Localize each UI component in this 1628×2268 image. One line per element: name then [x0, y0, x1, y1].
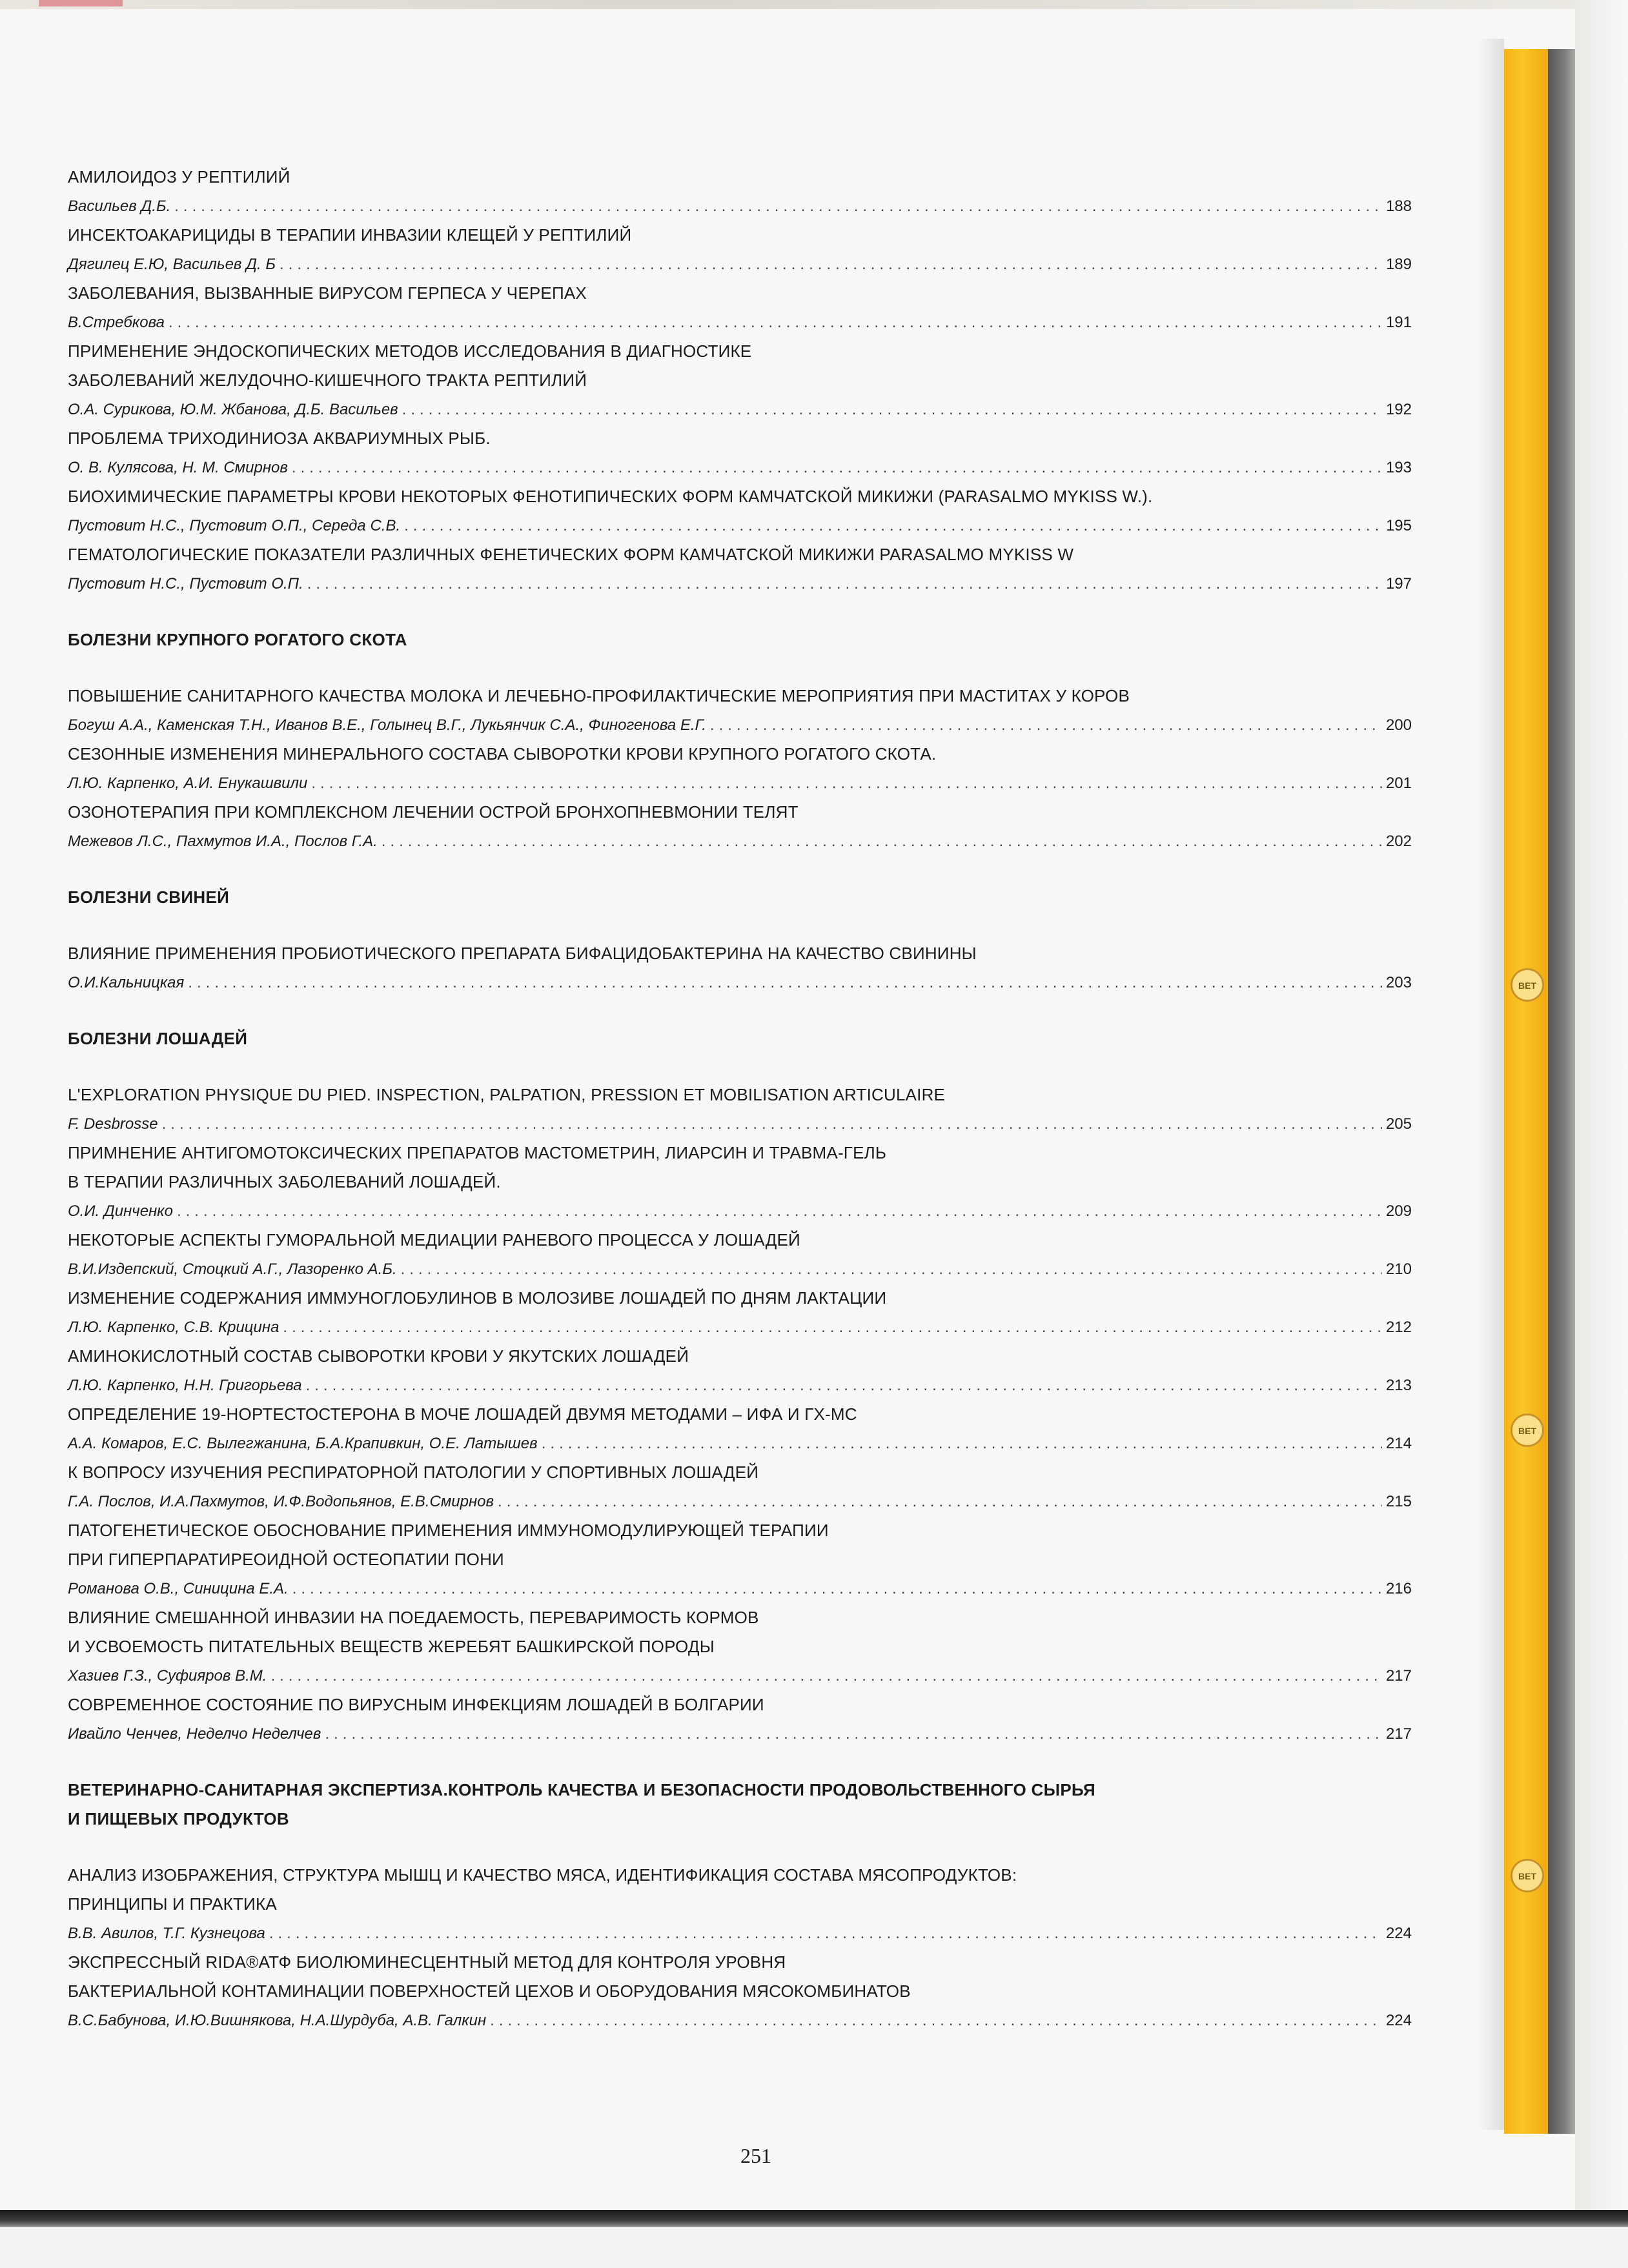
- entry-title: ВЛИЯНИЕ ПРИМЕНЕНИЯ ПРОБИОТИЧЕСКОГО ПРЕПАРАТА БИФАЦИДОБАКТЕРИНА НА КАЧЕСТВО СВИНИНЫ: [68, 944, 977, 963]
- dot-leader: [280, 250, 1382, 279]
- entry-authors: Г.А. Послов, И.А.Пахмутов, И.Ф.Водопьянов, Е.В.Смирнов: [68, 1493, 494, 1510]
- toc-entry[interactable]: [68, 1861, 1412, 1948]
- entry-title: К ВОПРОСУ ИЗУЧЕНИЯ РЕСПИРАТОРНОЙ ПАТОЛОГИИ У СПОРТИВНЫХ ЛОШАДЕЙ: [68, 1463, 759, 1482]
- toc-entry[interactable]: [68, 1139, 1412, 1226]
- entry-page-number: 217: [1385, 1725, 1412, 1743]
- entry-authors: Л.Ю. Карпенко, Н.Н. Григорьева: [68, 1377, 302, 1394]
- entry-page-number: 214: [1385, 1435, 1412, 1452]
- dot-leader: [283, 1313, 1382, 1342]
- entry-author-line: [68, 1919, 1412, 1948]
- dot-leader: [498, 1487, 1382, 1516]
- entry-page-number: 224: [1385, 1925, 1412, 1942]
- entry-title: ЭКСПРЕССНЫЙ RIDA®АТФ БИОЛЮМИНЕСЦЕНТНЫЙ МЕТОД ДЛЯ КОНТРОЛЯ УРОВНЯ: [68, 1952, 786, 1972]
- entry-author-line: [68, 192, 1412, 221]
- entry-title: ОПРЕДЕЛЕНИЕ 19-НОРТЕСТОСТЕРОНА В МОЧЕ ЛОШАДЕЙ ДВУМЯ МЕТОДАМИ – ИФА И ГХ-МС: [68, 1404, 857, 1424]
- dot-leader: [710, 711, 1382, 740]
- table-of-contents: [68, 163, 1412, 2035]
- section-heading: [68, 883, 1412, 912]
- entry-title: ПАТОГЕНЕТИЧЕСКОЕ ОБОСНОВАНИЕ ПРИМЕНЕНИЯ ИММУНОМОДУЛИРУЮЩЕЙ ТЕРАПИИ: [68, 1521, 829, 1540]
- entry-page-number: 203: [1385, 974, 1412, 991]
- dot-leader: [188, 968, 1382, 997]
- entry-page-number: 210: [1385, 1261, 1412, 1278]
- entry-authors: В.Стребкова: [68, 314, 165, 331]
- dot-leader: [306, 1371, 1382, 1400]
- entry-title: ИЗМЕНЕНИЕ СОДЕРЖАНИЯ ИММУНОГЛОБУЛИНОВ В МОЛОЗИВЕ ЛОШАДЕЙ ПО ДНЯМ ЛАКТАЦИИ: [68, 1288, 887, 1308]
- page-fold-shadow: [1478, 39, 1504, 2130]
- entry-authors: О. В. Кулясова, Н. М. Смирнов: [68, 459, 288, 476]
- entry-author-line: [68, 1487, 1412, 1516]
- entry-author-line: [68, 1661, 1412, 1690]
- entry-page-number: 213: [1385, 1377, 1412, 1394]
- vet-badge-icon: ВЕТ: [1511, 1859, 1544, 1892]
- toc-entry[interactable]: [68, 337, 1412, 424]
- dot-leader: [177, 1197, 1382, 1226]
- entry-page-number: 192: [1385, 401, 1412, 418]
- toc-entry[interactable]: [68, 540, 1412, 598]
- entry-author-line: [68, 308, 1412, 337]
- entry-authors: В.С.Бабунова, И.Ю.Вишнякова, Н.А.Шурдуба, А.В. Галкин: [68, 2012, 487, 2029]
- entry-authors: Л.Ю. Карпенко, С.В. Крицина: [68, 1319, 280, 1336]
- toc-entry[interactable]: [68, 740, 1412, 798]
- entry-page-number: 205: [1385, 1115, 1412, 1133]
- entry-authors: О.А. Сурикова, Ю.М. Жбанова, Д.Б. Васильев: [68, 401, 398, 418]
- entry-author-line: [68, 968, 1412, 997]
- scan-bottom-edge: [0, 2210, 1628, 2227]
- scan-paper-edge: [1575, 0, 1628, 2268]
- toc-entry[interactable]: [68, 1603, 1412, 1690]
- section-heading: [68, 1776, 1412, 1834]
- entry-authors: F. Desbrosse: [68, 1115, 158, 1133]
- toc-entry-list: [68, 939, 1412, 997]
- entry-authors: А.А. Комаров, Е.С. Вылегжанина, Б.А.Крапивкин, О.Е. Латышев: [68, 1435, 538, 1452]
- entry-title: ПРИНЦИПЫ И ПРАКТИКА: [68, 1894, 277, 1914]
- entry-page-number: 224: [1385, 2012, 1412, 2029]
- toc-entry[interactable]: [68, 1400, 1412, 1458]
- entry-authors: О.И.Кальницкая: [68, 974, 185, 991]
- entry-author-line: [68, 827, 1412, 856]
- entry-page-number: 189: [1385, 256, 1412, 273]
- entry-page-number: 212: [1385, 1319, 1412, 1336]
- entry-author-line: [68, 511, 1412, 540]
- entry-title: ОЗОНОТЕРАПИЯ ПРИ КОМПЛЕКСНОМ ЛЕЧЕНИИ ОСТРОЙ БРОНХОПНЕВМОНИИ ТЕЛЯТ: [68, 802, 799, 822]
- scan-dark-edge: [1548, 49, 1575, 2134]
- entry-authors: Васильев Д.Б.: [68, 197, 171, 215]
- entry-page-number: 191: [1385, 314, 1412, 331]
- dot-leader: [174, 192, 1382, 221]
- toc-entry-list: [68, 1080, 1412, 1748]
- entry-authors: Л.Ю. Карпенко, А.И. Енукашвили: [68, 775, 308, 792]
- toc-entry-list: [68, 163, 1412, 598]
- entry-title: L'EXPLORATION PHYSIQUE DU PIED. INSPECTION, PALPATION, PRESSION ET MOBILISATION ARTICULAIRE: [68, 1085, 946, 1104]
- toc-entry[interactable]: [68, 279, 1412, 337]
- dot-leader: [292, 453, 1382, 482]
- dot-leader: [270, 1661, 1382, 1690]
- vet-badge-icon: ВЕТ: [1511, 1413, 1544, 1447]
- section-heading: [68, 1024, 1412, 1053]
- entry-authors: Межевов Л.С., Пахмутов И.А., Послов Г.А.: [68, 833, 378, 850]
- entry-title: ПРИ ГИПЕРПАРАТИРЕОИДНОЙ ОСТЕОПАТИИ ПОНИ: [68, 1550, 504, 1569]
- section-heading-line: БОЛЕЗНИ ЛОШАДЕЙ: [68, 1029, 248, 1048]
- toc-entry[interactable]: [68, 424, 1412, 482]
- entry-authors: В.В. Авилов, Т.Г. Кузнецова: [68, 1925, 265, 1942]
- toc-entry[interactable]: [68, 1458, 1412, 1516]
- section-heading-line: И ПИЩЕВЫХ ПРОДУКТОВ: [68, 1809, 289, 1828]
- entry-author-line: [68, 569, 1412, 598]
- entry-author-line: [68, 395, 1412, 424]
- vet-badge-icon: ВЕТ: [1511, 968, 1544, 1002]
- entry-page-number: 193: [1385, 459, 1412, 476]
- dot-leader: [307, 569, 1382, 598]
- dot-leader: [490, 2006, 1382, 2035]
- entry-author-line: [68, 453, 1412, 482]
- scan-bottom-paper: [0, 2227, 1628, 2268]
- entry-author-line: [68, 1371, 1412, 1400]
- dot-leader: [382, 827, 1382, 856]
- entry-author-line: [68, 711, 1412, 740]
- entry-title: И УСВОЕМОСТЬ ПИТАТЕЛЬНЫХ ВЕЩЕСТВ ЖЕРЕБЯТ БАШКИРСКОЙ ПОРОДЫ: [68, 1637, 715, 1656]
- entry-page-number: 188: [1385, 197, 1412, 215]
- toc-entry[interactable]: [68, 1284, 1412, 1342]
- dot-leader: [292, 1574, 1382, 1603]
- toc-entry[interactable]: [68, 163, 1412, 221]
- entry-page-number: 197: [1385, 575, 1412, 592]
- entry-author-line: [68, 1255, 1412, 1284]
- entry-page-number: 216: [1385, 1580, 1412, 1597]
- entry-page-number: 195: [1385, 517, 1412, 534]
- entry-author-line: [68, 769, 1412, 798]
- entry-title: БАКТЕРИАЛЬНОЙ КОНТАМИНАЦИИ ПОВЕРХНОСТЕЙ ЦЕХОВ И ОБОРУДОВАНИЯ МЯСОКОМБИНАТОВ: [68, 1981, 911, 2001]
- entry-author-line: [68, 1719, 1412, 1748]
- toc-entry[interactable]: [68, 1226, 1412, 1284]
- entry-title: СЕЗОННЫЕ ИЗМЕНЕНИЯ МИНЕРАЛЬНОГО СОСТАВА СЫВОРОТКИ КРОВИ КРУПНОГО РОГАТОГО СКОТА.: [68, 744, 937, 764]
- entry-title: ГЕМАТОЛОГИЧЕСКИЕ ПОКАЗАТЕЛИ РАЗЛИЧНЫХ ФЕНЕТИЧЕСКИХ ФОРМ КАМЧАТСКОЙ МИКИЖИ PARASALMO MYKISS W: [68, 545, 1074, 564]
- entry-title: ПРИМЕНЕНИЕ ЭНДОСКОПИЧЕСКИХ МЕТОДОВ ИССЛЕДОВАНИЯ В ДИАГНОСТИКЕ: [68, 341, 752, 361]
- entry-title: НЕКОТОРЫЕ АСПЕКТЫ ГУМОРАЛЬНОЙ МЕДИАЦИИ РАНЕВОГО ПРОЦЕССА У ЛОШАДЕЙ: [68, 1230, 800, 1250]
- dot-leader: [402, 395, 1382, 424]
- entry-page-number: 201: [1385, 775, 1412, 792]
- entry-authors: Пустовит Н.С., Пустовит О.П., Середа С.В.: [68, 517, 401, 534]
- entry-author-line: [68, 1429, 1412, 1458]
- section-heading-line: БОЛЕЗНИ КРУПНОГО РОГАТОГО СКОТА: [68, 630, 407, 649]
- entry-page-number: 217: [1385, 1667, 1412, 1685]
- entry-authors: Романова О.В., Синицина Е.А.: [68, 1580, 289, 1597]
- entry-title: В ТЕРАПИИ РАЗЛИЧНЫХ ЗАБОЛЕВАНИЙ ЛОШАДЕЙ.: [68, 1172, 501, 1191]
- toc-entry[interactable]: [68, 1342, 1412, 1400]
- entry-title: ПОВЫШЕНИЕ САНИТАРНОГО КАЧЕСТВА МОЛОКА И ЛЕЧЕБНО-ПРОФИЛАКТИЧЕСКИЕ МЕРОПРИЯТИЯ ПРИ МАСТИТАХ У КОРОВ: [68, 686, 1130, 705]
- entry-authors: Дягилец Е.Ю, Васильев Д. Б: [68, 256, 276, 273]
- entry-author-line: [68, 1197, 1412, 1226]
- dot-leader: [162, 1109, 1382, 1139]
- toc-entry[interactable]: [68, 1516, 1412, 1603]
- dot-leader: [311, 769, 1382, 798]
- entry-author-line: [68, 2006, 1412, 2035]
- page-number: 251: [740, 2144, 771, 2167]
- entry-authors: Пустовит Н.С., Пустовит О.П.: [68, 575, 303, 592]
- entry-title: АНАЛИЗ ИЗОБРАЖЕНИЯ, СТРУКТУРА МЫШЦ И КАЧЕСТВО МЯСА, ИДЕНТИФИКАЦИЯ СОСТАВА МЯСОПРОДУКТОВ:: [68, 1865, 1017, 1885]
- entry-authors: Хазиев Г.З., Суфияров В.М.: [68, 1667, 267, 1685]
- toc-entry[interactable]: [68, 939, 1412, 997]
- entry-title: АМИЛОИДОЗ У РЕПТИЛИЙ: [68, 167, 290, 187]
- dot-leader: [542, 1429, 1382, 1458]
- toc-entry[interactable]: [68, 1690, 1412, 1748]
- entry-page-number: 215: [1385, 1493, 1412, 1510]
- toc-entry-list: [68, 682, 1412, 856]
- section-heading: [68, 625, 1412, 654]
- dot-leader: [404, 511, 1382, 540]
- entry-authors: Ивайло Ченчев, Неделчо Неделчев: [68, 1725, 321, 1743]
- entry-title: ЗАБОЛЕВАНИЙ ЖЕЛУДОЧНО-КИШЕЧНОГО ТРАКТА РЕПТИЛИЙ: [68, 370, 587, 390]
- entry-authors: О.И. Динченко: [68, 1202, 173, 1220]
- entry-page-number: 202: [1385, 833, 1412, 850]
- entry-title: ПРИМНЕНИЕ АНТИГОМОТОКСИЧЕСКИХ ПРЕПАРАТОВ МАСТОМЕТРИН, ЛИАРСИН И ТРАВМА-ГЕЛЬ: [68, 1143, 887, 1162]
- entry-title: БИОХИМИЧЕСКИЕ ПАРАМЕТРЫ КРОВИ НЕКОТОРЫХ ФЕНОТИПИЧЕСКИХ ФОРМ КАМЧАТСКОЙ МИКИЖИ (PARASALMO MYKISS W.).: [68, 487, 1153, 506]
- entry-page-number: 200: [1385, 716, 1412, 734]
- toc-entry[interactable]: [68, 798, 1412, 856]
- section-heading-line: БОЛЕЗНИ СВИНЕЙ: [68, 887, 230, 907]
- dot-leader: [168, 308, 1382, 337]
- entry-author-line: [68, 250, 1412, 279]
- toc-entry-list: [68, 1861, 1412, 2035]
- entry-title: ЗАБОЛЕВАНИЯ, ВЫЗВАННЫЕ ВИРУСОМ ГЕРПЕСА У ЧЕРЕПАХ: [68, 283, 587, 303]
- dot-leader: [401, 1255, 1382, 1284]
- entry-authors: Богуш А.А., Каменская Т.Н., Иванов В.Е., Голынец В.Г., Лукьянчик С.А., Финогенова Е.Г.: [68, 716, 706, 734]
- back-cover-yellow-band: [1504, 49, 1549, 2134]
- entry-author-line: [68, 1574, 1412, 1603]
- entry-title: СОВРЕМЕННОЕ СОСТОЯНИЕ ПО ВИРУСНЫМ ИНФЕКЦИЯМ ЛОШАДЕЙ В БОЛГАРИИ: [68, 1695, 764, 1714]
- entry-authors: В.И.Издепский, Стоцкий А.Г., Лазоренко А.Б.: [68, 1261, 397, 1278]
- entry-page-number: 209: [1385, 1202, 1412, 1220]
- section-heading-line: ВЕТЕРИНАРНО-САНИТАРНАЯ ЭКСПЕРТИЗА.КОНТРОЛЬ КАЧЕСТВА И БЕЗОПАСНОСТИ ПРОДОВОЛЬСТВЕННОГО СЫРЬЯ: [68, 1780, 1095, 1799]
- toc-entry[interactable]: [68, 482, 1412, 540]
- toc-entry[interactable]: [68, 682, 1412, 740]
- entry-author-line: [68, 1109, 1412, 1139]
- scan-top-edge: [0, 0, 1628, 9]
- entry-author-line: [68, 1313, 1412, 1342]
- entry-title: ВЛИЯНИЕ СМЕШАННОЙ ИНВАЗИИ НА ПОЕДАЕМОСТЬ, ПЕРЕВАРИМОСТЬ КОРМОВ: [68, 1608, 759, 1627]
- entry-title: ИНСЕКТОАКАРИЦИДЫ В ТЕРАПИИ ИНВАЗИИ КЛЕЩЕЙ У РЕПТИЛИЙ: [68, 225, 632, 245]
- toc-entry[interactable]: [68, 221, 1412, 279]
- toc-entry[interactable]: [68, 1948, 1412, 2035]
- entry-title: АМИНОКИСЛОТНЫЙ СОСТАВ СЫВОРОТКИ КРОВИ У ЯКУТСКИХ ЛОШАДЕЙ: [68, 1346, 689, 1366]
- scan-red-mark: [39, 0, 123, 6]
- entry-title: ПРОБЛЕМА ТРИХОДИНИОЗА АКВАРИУМНЫХ РЫБ.: [68, 429, 491, 448]
- dot-leader: [269, 1919, 1382, 1948]
- dot-leader: [325, 1719, 1382, 1748]
- toc-entry[interactable]: [68, 1080, 1412, 1139]
